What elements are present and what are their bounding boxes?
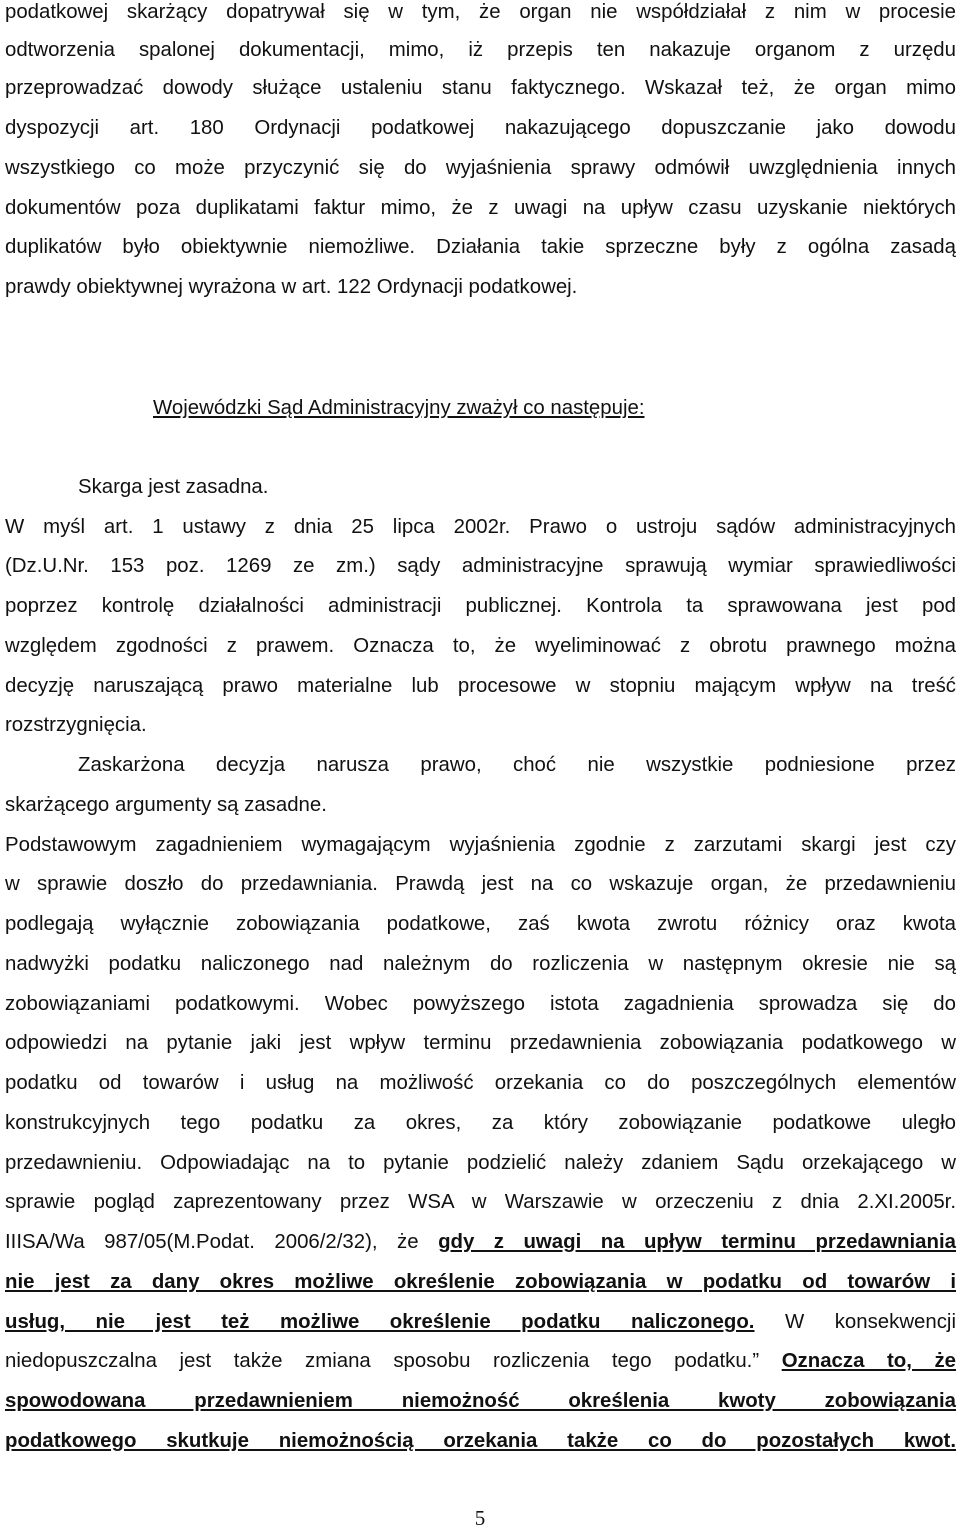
section-heading: Wojewódzki Sąd Administracyjny zważył co następuje:	[153, 397, 645, 419]
plain-text: W konsekwencji	[754, 1311, 956, 1333]
text-line	[5, 1341, 956, 1381]
text-line: W myśl art. 1 ustawy z dnia 25 lipca 2002r. Prawo o ustroju sądów administracyjnych	[5, 516, 956, 538]
text-line: sprawie pogląd zaprezentowany przez WSA w Warszawie w orzeczeniu z dnia 2.XI.2005r.	[5, 1191, 956, 1213]
text-line: skarżącego argumenty są zasadne.	[5, 794, 327, 816]
page-number: 5	[474, 1506, 486, 1530]
text-line	[5, 1222, 956, 1262]
plain-text: IIISA/Wa 987/05(M.Podat. 2006/2/32), że	[5, 1231, 439, 1253]
text-line: zobowiązaniami podatkowymi. Wobec powyższego istota zagadnienia sprowadza się do	[5, 993, 956, 1015]
emphasized-line: podatkowego skutkuje niemożnością orzekania także co do pozostałych kwot.	[5, 1430, 956, 1452]
text-line: rozstrzygnięcia.	[5, 714, 147, 736]
text-line: przedawnieniu. Odpowiadając na to pytanie podzielić należy zdaniem Sądu orzekającego w	[5, 1152, 956, 1174]
emphasized-line: spowodowana przedawnieniem niemożność określenia kwoty zobowiązania	[5, 1390, 956, 1412]
text-line: (Dz.U.Nr. 153 poz. 1269 ze zm.) sądy administracyjne sprawują wymiar sprawiedliwości	[5, 555, 956, 577]
text-line: względem zgodności z prawem. Oznacza to, że wyeliminować z obrotu prawnego można	[5, 635, 956, 657]
text-line: podatku od towarów i usług na możliwość orzekania co do poszczególnych elementów	[5, 1072, 956, 1094]
text-line: w sprawie doszło do przedawniania. Prawdą jest na co wskazuje organ, że przedawnieniu	[5, 873, 956, 895]
emphasized-line: nie jest za dany okres możliwe określenie zobowiązania w podatku od towarów i	[5, 1271, 956, 1293]
verdict-line: Skarga jest zasadna.	[78, 476, 269, 498]
text-line: odpowiedzi na pytanie jaki jest wpływ terminu przedawnienia zobowiązania podatkowego w	[5, 1032, 956, 1054]
emphasized-text: Oznacza to, że	[781, 1350, 956, 1372]
text-line: Zaskarżona decyzja narusza prawo, choć nie wszystkie podniesione przez	[78, 754, 956, 776]
text-line: Podstawowym zagadnieniem wymagającym wyjaśnienia zgodnie z zarzutami skargi jest czy	[5, 834, 956, 856]
text-line: decyzję naruszającą prawo materialne lub procesowe w stopniu mającym wpływ na treść	[5, 675, 956, 697]
text-line: duplikatów było obiektywnie niemożliwe. Działania takie sprzeczne były z ogólna zasadą	[5, 236, 956, 258]
text-line: podlegają wyłącznie zobowiązania podatkowe, zaś kwota zwrotu różnicy oraz kwota	[5, 913, 956, 935]
text-line: przeprowadzać dowody służące ustaleniu stanu faktycznego. Wskazał też, że organ mimo	[5, 77, 956, 99]
text-line: konstrukcyjnych tego podatku za okres, za który zobowiązanie podatkowe uległo	[5, 1112, 956, 1134]
text-line: dokumentów poza duplikatami faktur mimo, że z uwagi na upływ czasu uzyskanie niektórych	[5, 197, 956, 219]
emphasized-text: gdy z uwagi na upływ terminu przedawniania	[438, 1231, 956, 1253]
emphasized-text: usług, nie jest też możliwe określenie podatku naliczonego.	[5, 1311, 755, 1333]
text-line: dyspozycji art. 180 Ordynacji podatkowej nakazującego dopuszczanie jako dowodu	[5, 117, 956, 139]
text-line	[5, 1302, 956, 1342]
plain-text: niedopuszczalna jest także zmiana sposobu rozliczenia tego podatku.”	[5, 1350, 782, 1372]
text-line: prawdy obiektywnej wyrażona w art. 122 Ordynacji podatkowej.	[5, 276, 578, 298]
text-line: wszystkiego co może przyczynić się do wyjaśnienia sprawy odmówił uwzględnienia innych	[5, 157, 956, 179]
text-line: podatkowej skarżący dopatrywał się w tym, że organ nie współdziałał z nim w procesie	[5, 1, 956, 23]
text-line: poprzez kontrolę działalności administracji publicznej. Kontrola ta sprawowana jest pod	[5, 595, 956, 617]
text-line: odtworzenia spalonej dokumentacji, mimo, iż przepis ten nakazuje organom z urzędu	[5, 39, 956, 61]
text-line: nadwyżki podatku naliczonego nad należnym do rozliczenia w następnym okresie nie są	[5, 953, 956, 975]
